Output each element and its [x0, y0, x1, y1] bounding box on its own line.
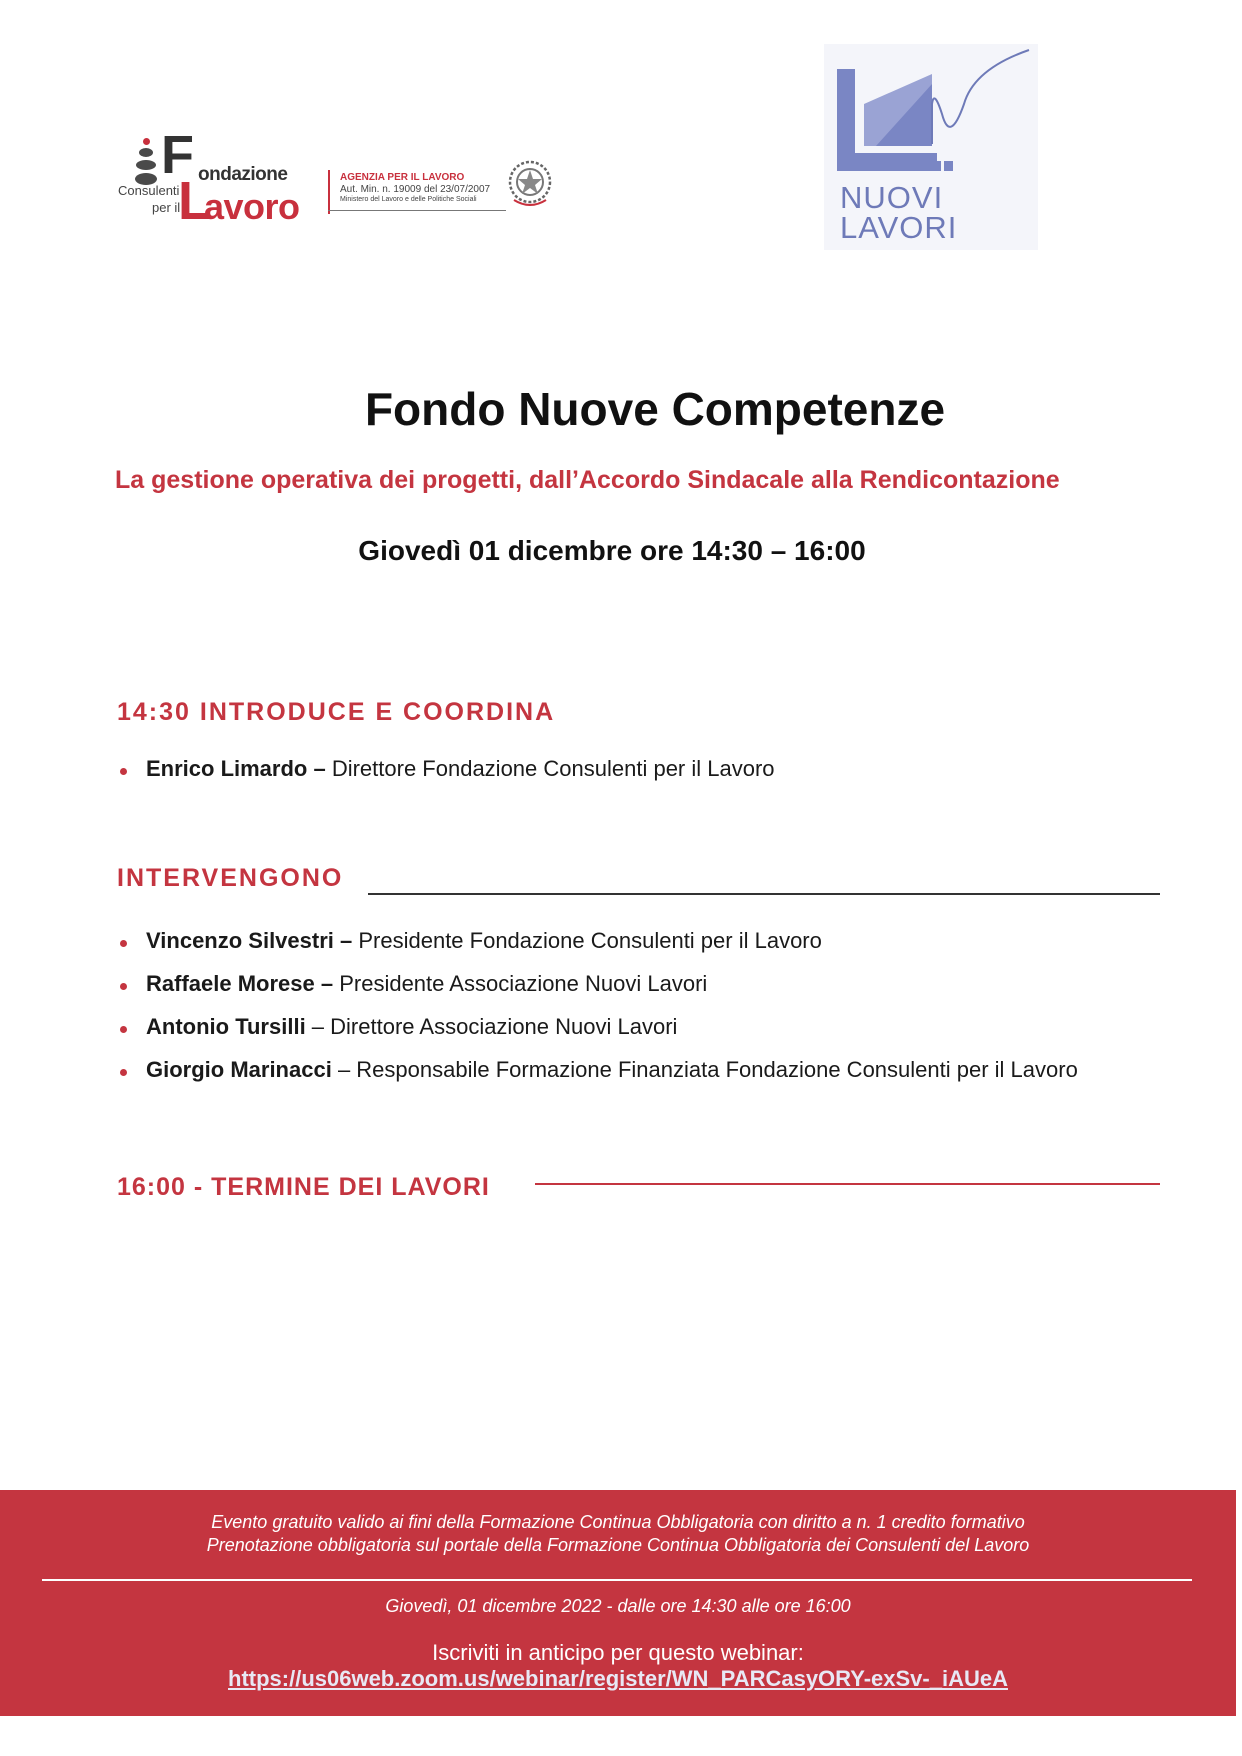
logo-letter-f: F [161, 125, 194, 185]
bullet-icon [120, 1026, 127, 1033]
footer-date: Giovedì, 01 dicembre 2022 - dalle ore 14:30 alle ore 16:00 [385, 1596, 851, 1616]
speaker-name: Raffaele Morese – [146, 971, 334, 996]
logo-word-ondazione: ondazione [198, 164, 288, 185]
speaker-role: Presidente Associazione Nuovi Lavori [333, 971, 708, 996]
speaker-role: Presidente Fondazione Consulenti per il Lavoro [352, 928, 822, 953]
event-date: Giovedì 01 dicembre ore 14:30 – 16:00 [358, 535, 866, 566]
interventions-heading: INTERVENGONO [117, 864, 344, 892]
closing-rule [535, 1183, 1160, 1185]
interventions-rule [368, 893, 1160, 895]
logo-nuovi: NUOVI [840, 180, 944, 215]
speaker-name: Giorgio Marinacci [146, 1057, 332, 1082]
republic-emblem-icon [506, 158, 554, 210]
logo-word-avoro: avoro [204, 186, 300, 227]
speaker-role: Direttore Fondazione Consulenti per il Lavoro [325, 756, 775, 781]
logo-letter-l: L [178, 171, 211, 231]
fondazione-lavoro-logo [118, 125, 558, 231]
footer-credit-note: Evento gratuito valido ai fini della Formazione Continua Obbligatoria con diritto a n. 1 credito formativo [211, 1512, 1025, 1532]
bullet-icon [120, 983, 127, 990]
intro-heading: 14:30 INTRODUCE E COORDINA [117, 698, 556, 726]
bullet-icon [120, 768, 127, 775]
footer-banner [0, 1490, 1236, 1716]
page-subtitle: La gestione operativa dei progetti, dall’Accordo Sindacale alla Rendicontazione [115, 466, 1060, 494]
page-title: Fondo Nuove Competenze [364, 383, 946, 435]
webinar-register-link[interactable]: https://us06web.zoom.us/webinar/register/WN_PARCasyORY-exSv-_iAUeA [228, 1666, 1008, 1691]
nuovi-lavori-logo [824, 44, 1038, 250]
logo-underline [328, 210, 506, 211]
closing-heading: 16:00 - TERMINE DEI LAVORI [117, 1173, 490, 1201]
bullet-icon [120, 1069, 127, 1076]
footer-booking-note: Prenotazione obbligatoria sul portale della Formazione Continua Obbligatoria dei Consulenti del Lavoro [206, 1535, 1030, 1555]
speaker-role: – Responsabile Formazione Finanziata Fondazione Consulenti per il Lavoro [331, 1057, 1078, 1082]
speaker-name: Vincenzo Silvestri – [146, 928, 353, 953]
logo-ministero: Ministero del Lavoro e delle Politiche Sociali [340, 196, 477, 203]
logo-agenzia: AGENZIA PER IL LAVORO [340, 172, 465, 183]
logo-divider [328, 170, 330, 214]
bullet-icon [120, 940, 127, 947]
speaker-role: – Direttore Associazione Nuovi Lavori [305, 1014, 678, 1039]
logo-lavori: LAVORI [840, 210, 958, 245]
stones-icon [135, 138, 157, 188]
logo-per-il: per il [152, 200, 181, 215]
speaker-name: Antonio Tursilli [146, 1014, 306, 1039]
footer-register-text: Iscriviti in anticipo per questo webinar: [432, 1640, 804, 1665]
logo-consulenti: Consulenti [118, 183, 180, 198]
logo-authorization: Aut. Min. n. 19009 del 23/07/2007 [340, 184, 491, 195]
footer-rule [42, 1579, 1192, 1581]
speaker-name: Enrico Limardo – [146, 756, 326, 781]
